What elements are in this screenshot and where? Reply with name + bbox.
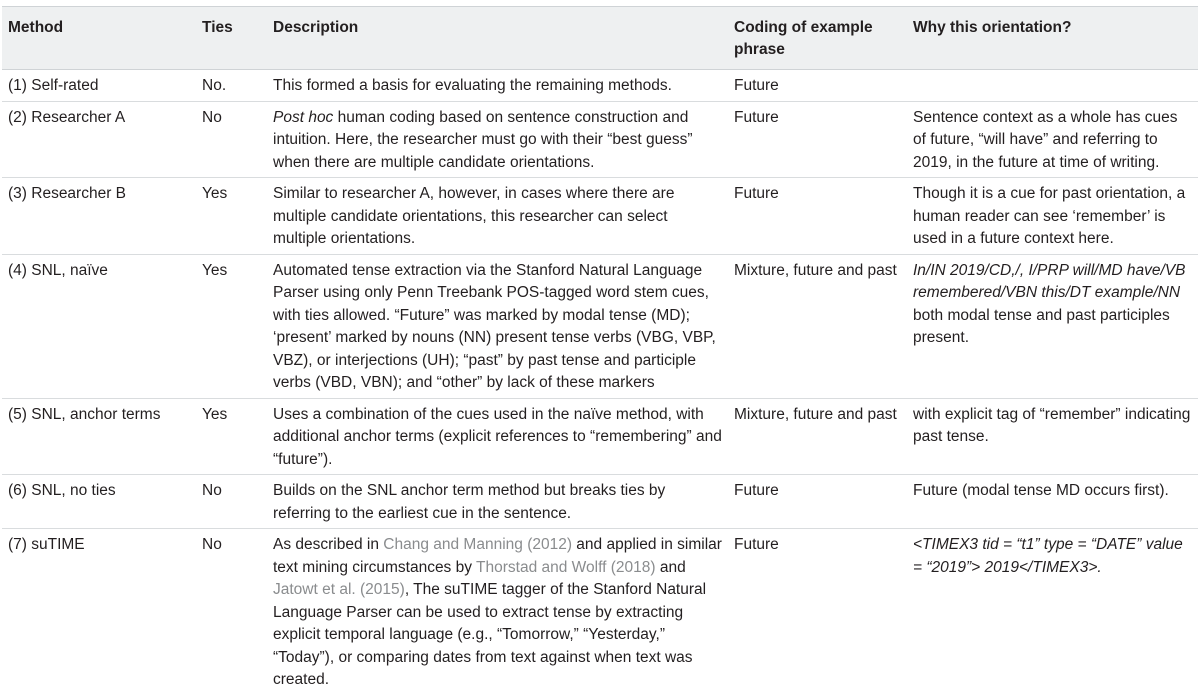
cell-description: Automated tense extraction via the Stanford Natural Language Parser using only Penn Treebank POS-tagged word stem cues, with ties allowed. “Future” was marked by modal tense (MD); ‘present’ marked by nouns (NN) present tense verbs (VBG, VBP, VBZ), or interjections (UH); “past” by past tense and participle verbs (VBD, VBN); and “other” by lack of these markers (267, 254, 728, 398)
cell-why: <TIMEX3 tid = “t1” type = “DATE” value = “2019”> 2019</TIMEX3>. (913, 536, 1183, 576)
cell-coding: Future (728, 178, 907, 255)
reference-link-chang-manning[interactable]: Chang and Manning (2012) (383, 536, 572, 553)
cell-why: Though it is a cue for past orientation, a human reader can see ‘remember’ is used in a future context here. (907, 178, 1198, 255)
cell-method: (1) Self-rated (2, 70, 196, 102)
cell-description: Builds on the SNL anchor term method but breaks ties by referring to the earliest cue in the sentence. (267, 475, 728, 529)
cell-why (907, 70, 1198, 102)
cell-ties: Yes (196, 178, 267, 255)
reference-link-jatowt[interactable]: Jatowt et al. (2015) (273, 581, 405, 598)
header-description: Description (267, 7, 728, 70)
table-row (2, 178, 1198, 255)
description-text: As described in (273, 536, 384, 553)
cell-coding: Mixture, future and past (728, 398, 907, 475)
cell-why: Future (modal tense MD occurs first). (907, 475, 1198, 529)
cell-ties: Yes (196, 398, 267, 475)
cell-method: (2) Researcher A (2, 101, 196, 178)
cell-description: Similar to researcher A, however, in cases where there are multiple candidate orientations, this researcher can select multiple orientations. (267, 178, 728, 255)
table-row (2, 101, 1198, 178)
header-method: Method (2, 7, 196, 70)
cell-coding: Mixture, future and past (728, 254, 907, 398)
why-text: both modal tense and past participles present. (913, 306, 1170, 346)
description-text: human coding based on sentence construction and intuition. Here, the researcher must go with their “best guess” when there are multiple candidate orientations. (273, 108, 693, 171)
cell-method: (7) suTIME (8, 536, 85, 553)
table-row (2, 254, 1198, 398)
cell-why (907, 254, 1198, 398)
cell-ties: No (196, 101, 267, 178)
description-text: and (655, 558, 686, 576)
table-row (2, 70, 1198, 102)
header-why: Why this orientation? (907, 7, 1198, 70)
header-ties: Ties (196, 7, 267, 70)
cell-description (267, 529, 728, 695)
description-text: , The suTIME tagger of the Stanford Natural Language Parser can be used to extract tense by extracting explicit temporal language (e.g., “Tomorrow,” “Yesterday,” “Today”), or comparing dates from text against when text was created. (273, 581, 707, 688)
cell-why: Sentence context as a whole has cues of future, “will have” and referring to 2019, in the future at time of writing. (907, 101, 1198, 178)
cell-method: (5) SNL, anchor terms (2, 398, 196, 475)
cell-ties: No. (196, 70, 267, 102)
cell-method: (4) SNL, naïve (2, 254, 196, 398)
cell-description (267, 101, 728, 178)
cell-coding: Future (728, 101, 907, 178)
reference-link-thorstad-wolff[interactable]: Thorstad and Wolff (2018) (476, 558, 656, 576)
header-coding: Coding of example phrase (728, 7, 907, 70)
cell-method: (6) SNL, no ties (2, 475, 196, 529)
why-italic: In/IN 2019/CD,/, I/PRP will/MD have/VB remembered/VBN this/DT example/NN (913, 261, 1186, 301)
table-row (2, 398, 1198, 475)
cell-ties: Yes (196, 254, 267, 398)
table-row (2, 475, 1198, 529)
header-row (2, 7, 1198, 70)
table-row (2, 529, 1198, 695)
description-text: and applied in similar text mining circumstances by (273, 536, 722, 576)
methods-table-container (0, 6, 1200, 695)
cell-ties: No (196, 475, 267, 529)
description-italic: Post hoc (273, 108, 334, 126)
cell-why: with explicit tag of “remember” indicating past tense. (907, 398, 1198, 475)
methods-table (2, 6, 1198, 695)
cell-coding: Future (728, 475, 907, 529)
cell-ties: No (202, 536, 222, 553)
cell-coding: Future (728, 70, 907, 102)
cell-description: This formed a basis for evaluating the remaining methods. (267, 70, 728, 102)
cell-description: Uses a combination of the cues used in the naïve method, with additional anchor terms (explicit references to “remembering” and “future”). (267, 398, 728, 475)
cell-coding: Future (734, 536, 779, 553)
cell-method: (3) Researcher B (2, 178, 196, 255)
